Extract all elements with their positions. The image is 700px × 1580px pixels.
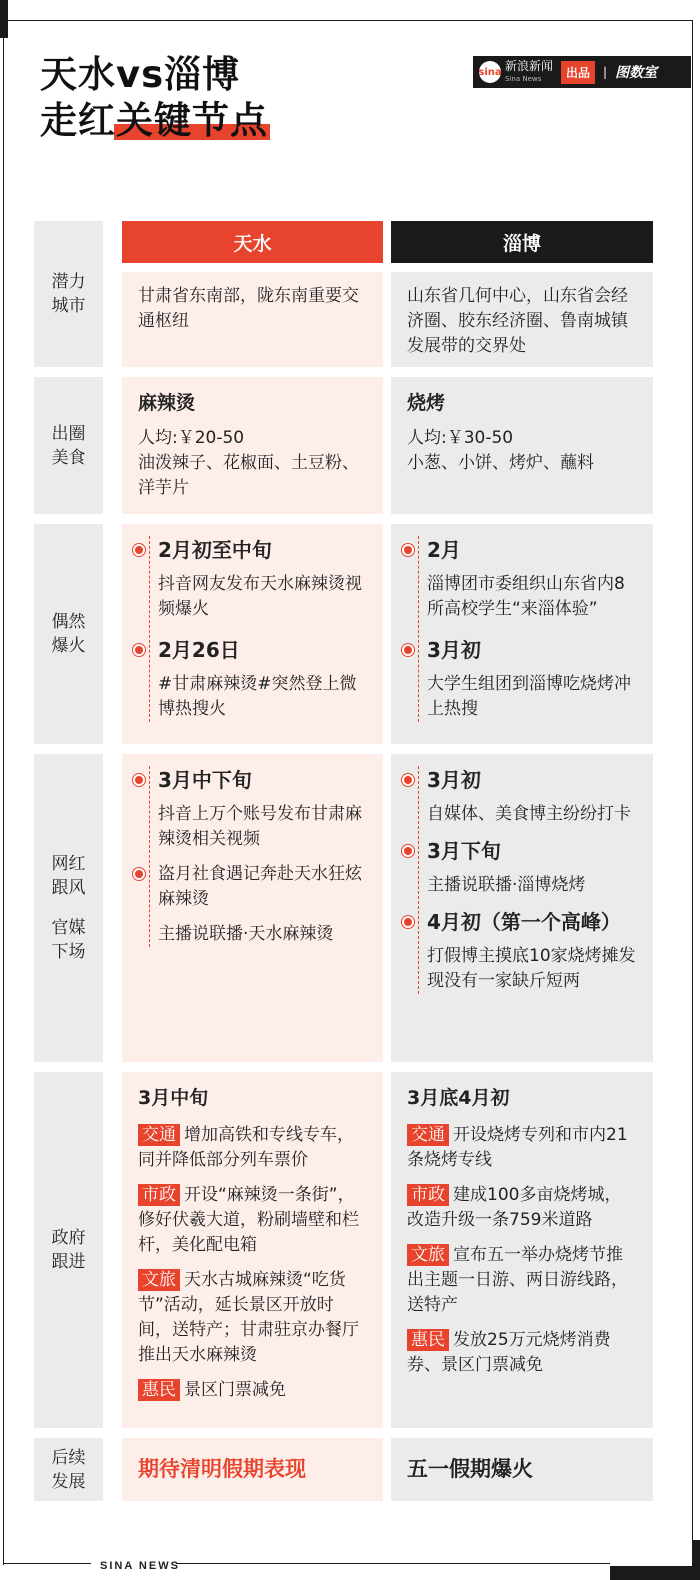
tag-badge: 文旅 <box>138 1269 180 1291</box>
timeline-date: 4月初（第一个高峰） <box>427 910 621 934</box>
separator: | <box>603 65 608 79</box>
tag-badge: 文旅 <box>407 1244 449 1266</box>
gov-item <box>407 1328 637 1378</box>
tag-badge: 交通 <box>138 1124 180 1146</box>
cell-future-right <box>391 1438 653 1501</box>
cell-gov-right <box>391 1072 653 1428</box>
timeline-text: 抖音上万个账号发布甘肃麻辣烫相关视频 <box>158 804 362 849</box>
food-name: 麻辣烫 <box>138 392 196 414</box>
gov-item <box>138 1183 367 1258</box>
timeline-date: 3月下旬 <box>427 839 501 863</box>
timeline-text: 主播说联播·天水麻辣烫 <box>158 924 334 944</box>
tag-badge: 交通 <box>407 1124 449 1146</box>
timeline-item <box>427 536 637 622</box>
brand-name-sub: Sina News <box>505 74 542 83</box>
row-label-text: 美食 <box>51 447 86 468</box>
timeline-date: 3月中下旬 <box>158 768 252 792</box>
timeline-text: 大学生组团到淄博吃烧烤冲上热搜 <box>427 674 631 719</box>
gov-date: 3月底4月初 <box>407 1087 510 1109</box>
row-label-text: 下场 <box>51 942 86 962</box>
cell-follow-left <box>122 754 383 1062</box>
timeline-item <box>427 766 637 827</box>
timeline-text: #甘肃麻辣烫#突然登上微博热搜火 <box>158 674 357 719</box>
tag-badge: 市政 <box>138 1184 180 1206</box>
timeline-item <box>158 636 367 722</box>
timeline-dot-icon <box>402 644 414 656</box>
column-header-zibo: 淄博 <box>391 221 653 263</box>
timeline-dot-icon <box>133 644 145 656</box>
gov-item-text: 建成100多亩烧烤城，改造升级一条759米道路 <box>407 1185 622 1230</box>
timeline <box>138 766 367 947</box>
title-highlight: 关键节点 <box>116 99 268 142</box>
timeline-dot-icon <box>133 774 145 786</box>
timeline-date: 3月初 <box>427 638 481 662</box>
title-text: 走红 <box>40 99 116 142</box>
timeline-text: 盗月社食遇记奔赴天水狂炫麻辣烫 <box>158 864 362 909</box>
cell-potential-left <box>122 272 383 367</box>
row-label-viral <box>34 524 103 744</box>
gov-item <box>407 1243 637 1318</box>
timeline-dot-icon <box>133 544 145 556</box>
timeline <box>407 536 637 722</box>
title-line-1: 天水vs淄博 <box>40 53 241 96</box>
row-label-text: 偶然 <box>51 612 86 632</box>
cell-food-right <box>391 377 653 514</box>
row-label-gov <box>34 1072 103 1428</box>
cell-viral-right <box>391 524 653 744</box>
timeline-item <box>158 766 367 947</box>
column-header-tianshui: 天水 <box>122 221 383 263</box>
timeline <box>407 766 637 994</box>
timeline-text: 抖音网友发布天水麻辣烫视频爆火 <box>158 574 362 619</box>
cell-potential-right <box>391 272 653 367</box>
timeline-dot-icon <box>402 544 414 556</box>
timeline <box>138 536 367 722</box>
timeline-item <box>427 908 637 994</box>
corner-decoration <box>0 0 8 38</box>
timeline-text: 自媒体、美食博主纷纷打卡 <box>427 804 631 824</box>
row-label-future <box>34 1438 103 1501</box>
row-label-text: 官媒 <box>51 918 86 938</box>
timeline-line <box>149 536 150 722</box>
future-text: 五一假期爆火 <box>407 1457 533 1481</box>
corner-decoration <box>610 1566 700 1580</box>
cell-future-left <box>122 1438 383 1501</box>
timeline-line <box>418 766 419 994</box>
row-label-text: 跟风 <box>51 878 86 898</box>
gov-item-text: 开设烧烤专列和市内21条烧烤专线 <box>407 1125 628 1170</box>
timeline-text: 主播说联播·淄博烧烤 <box>427 875 586 895</box>
timeline-item <box>427 636 637 722</box>
tag-badge: 惠民 <box>407 1329 449 1351</box>
cell-gov-left <box>122 1072 383 1428</box>
cell-follow-right <box>391 754 653 1062</box>
row-label-food <box>34 377 103 514</box>
food-desc: 小葱、小饼、烤炉、蘸料 <box>407 453 594 473</box>
cell-viral-left <box>122 524 383 744</box>
divider <box>176 1563 610 1565</box>
timeline-text: 打假博主摸底10家烧烤摊发现没有一家缺斤短两 <box>427 946 636 991</box>
gov-item-text: 开设“麻辣烫一条街”，修好伏羲大道，粉刷墙壁和栏杆，美化配电箱 <box>138 1185 359 1255</box>
timeline-text-wrap <box>158 862 367 912</box>
row-label-potential <box>34 221 103 367</box>
brand-name <box>505 60 553 85</box>
row-label-follow <box>34 754 103 1062</box>
food-price: 人均:￥30-50 <box>407 428 514 448</box>
timeline-text: 淄博团市委组织山东省内8所高校学生“来淄体验” <box>427 574 625 619</box>
footer-brand: SINA NEWS <box>100 1560 180 1572</box>
gov-date: 3月中旬 <box>138 1087 209 1109</box>
timeline-item <box>158 536 367 622</box>
row-label-text: 爆火 <box>51 636 86 656</box>
food-price: 人均:￥20-50 <box>138 428 245 448</box>
timeline-item <box>427 837 637 898</box>
cell-food-left <box>122 377 383 514</box>
gov-item-text: 宣布五一举办烧烤节推出主题一日游、两日游线路，送特产 <box>407 1245 628 1315</box>
timeline-date: 2月26日 <box>158 638 240 662</box>
brand-bar <box>473 56 691 88</box>
gov-item <box>138 1268 367 1368</box>
row-label-text: 出圈 <box>51 423 86 444</box>
timeline-dot-icon <box>133 868 145 880</box>
row-label-text: 发展 <box>51 1471 86 1492</box>
row-label-text: 后续 <box>51 1447 86 1468</box>
timeline-line <box>418 536 419 722</box>
timeline-dot-icon <box>402 774 414 786</box>
gov-item-text: 增加高铁和专线专车，同并降低部分列车票价 <box>138 1125 354 1170</box>
row-label-text: 潜力 <box>51 272 86 292</box>
timeline-dot-icon <box>402 845 414 857</box>
future-text: 期待清明假期表现 <box>138 1457 306 1481</box>
tag-badge: 惠民 <box>138 1379 180 1401</box>
gov-item-text: 天水古城麻辣烫“吃货节”活动，延长景区开放时间，送特产；甘肃驻京办餐厅推出天水麻辣烫 <box>138 1270 359 1365</box>
timeline-dot-icon <box>402 916 414 928</box>
timeline-line <box>149 766 150 947</box>
cell-text: 山东省几何中心，山东省会经济圈、胶东经济圈、鲁南城镇发展带的交界处 <box>407 286 628 356</box>
row-label-text: 网红 <box>51 854 86 874</box>
divider <box>3 1563 91 1565</box>
food-name: 烧烤 <box>407 392 446 414</box>
brand-name-text: 新浪新闻 <box>505 58 554 73</box>
gov-item <box>138 1123 367 1173</box>
food-desc: 油泼辣子、花椒面、土豆粉、洋芋片 <box>138 453 359 498</box>
row-label-text: 城市 <box>51 296 86 316</box>
gov-item-text: 景区门票减免 <box>184 1380 286 1400</box>
sina-logo-icon: sina <box>479 61 501 83</box>
page-title <box>40 52 268 144</box>
gov-item-text: 发放25万元烧烤消费券、景区门票减免 <box>407 1330 611 1375</box>
studio-logo: 图数室 <box>615 65 658 81</box>
gov-item <box>407 1123 637 1173</box>
timeline-date: 2月 <box>427 538 461 562</box>
title-line-2 <box>40 98 268 144</box>
produced-badge: 出品 <box>561 61 595 84</box>
timeline-date: 3月初 <box>427 768 481 792</box>
gov-item <box>138 1378 367 1403</box>
timeline-date: 2月初至中旬 <box>158 538 272 562</box>
cell-text: 甘肃省东南部，陇东南重要交通枢纽 <box>138 286 359 331</box>
tag-badge: 市政 <box>407 1184 449 1206</box>
gov-item <box>407 1183 637 1233</box>
row-label-text: 跟进 <box>51 1252 86 1272</box>
row-label-text: 政府 <box>51 1228 86 1248</box>
